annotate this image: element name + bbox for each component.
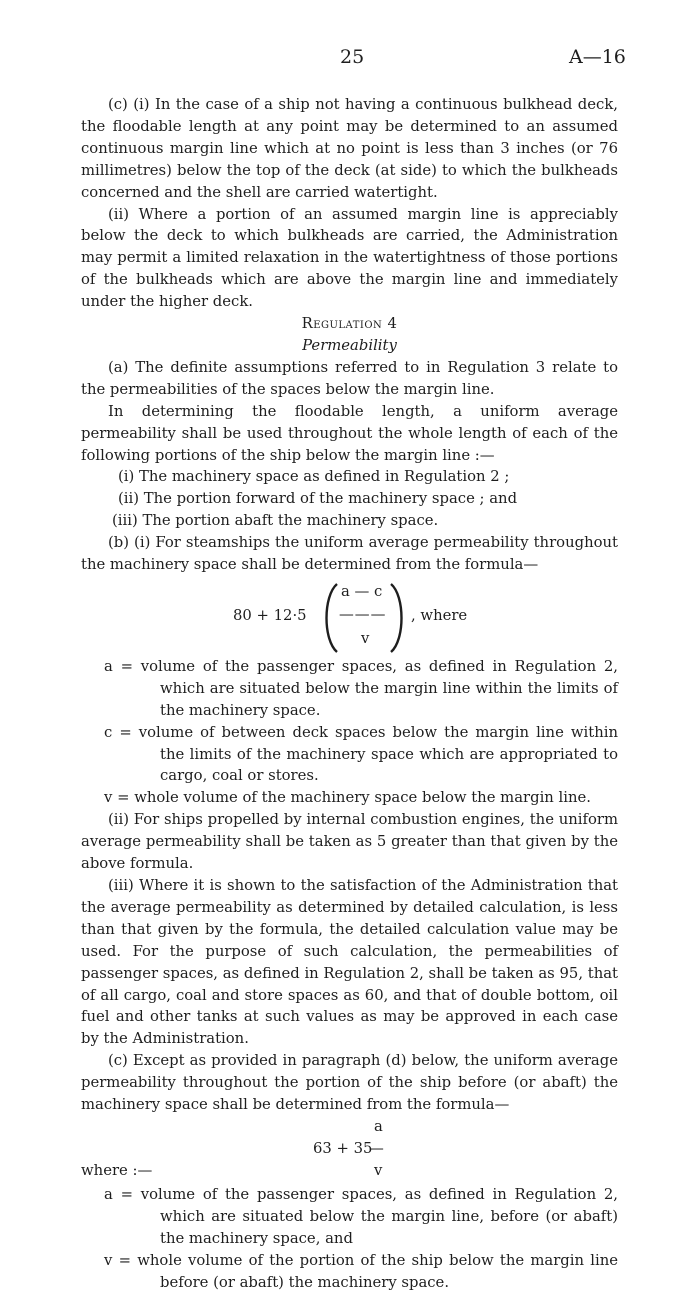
formula-fraction-bar: ———: [339, 605, 387, 623]
page-reference: A—16: [569, 46, 626, 68]
paragraph-a-continued: In determining the floodable length, a uniform average permeability shall be used throughout the whole length of each of the following portions of the ship below the margin line :—: [81, 402, 618, 464]
formula-lead: 63 + 35: [313, 1139, 373, 1157]
list-item: (i) The machinery space as defined in Regulation 2 ;: [118, 468, 510, 486]
definition-item: [81, 722, 618, 788]
definition-item: [81, 656, 618, 722]
definition-text: whole volume of the machinery space below the margin line.: [134, 789, 591, 807]
formula-tail: , where: [411, 606, 468, 624]
definition-term: c =: [104, 723, 132, 741]
definition-text: whole volume of the portion of the ship below the margin line before (or abaft) the machinery space.: [137, 1251, 618, 1291]
permeability-formula-machinery: [81, 576, 618, 656]
paragraph-b-ii: (ii) For ships propelled by internal combustion engines, the uniform average permeability shall be taken as 5 greater than that given by the above formula.: [81, 811, 618, 873]
document-body: [81, 94, 618, 1294]
where-label: where :—: [81, 1161, 153, 1179]
definition-term: v =: [104, 1251, 131, 1269]
formula-numerator: a — c: [341, 582, 383, 600]
formula-lead: 80 + 12·5: [233, 606, 307, 624]
paragraph-a: (a) The definite assumptions referred to in Regulation 3 relate to the permeabilities of the spaces below the margin line.: [81, 358, 618, 398]
regulation-heading: Regulation 4: [301, 315, 398, 333]
paragraph-c-ii: (ii) Where a portion of an assumed margin line is appreciably below the deck to which bulkheads are carried, the Administration may permit a limited relaxation in the watertightness of those portions of the bulkheads which are above the margin line and immediately under the higher deck.: [81, 205, 618, 311]
definition-text: volume of between deck spaces below the margin line within the limits of the machinery space which are appropriated to cargo, coal or stores.: [138, 723, 619, 785]
list-item: (iii) The portion abaft the machinery space.: [112, 512, 439, 530]
right-paren-icon: [389, 582, 409, 654]
formula-fraction-bar: —: [369, 1139, 384, 1157]
definition-term: a =: [104, 1185, 133, 1203]
paragraph-c-i: (c) (i) In the case of a ship not having a continuous bulkhead deck, the floodable length at any point may be determined to an assumed continuous margin line which at no point is less than 3 inches (or 76 millimetres) below the top of the deck (at side) to which the bulkheads concerned and the shell are carried watertight.: [81, 96, 618, 201]
definition-item: [81, 1250, 618, 1294]
page-number: 25: [340, 46, 365, 68]
left-paren-icon: [319, 582, 339, 654]
paragraph-c2: (c) Except as provided in paragraph (d) below, the uniform average permeability throughout the portion of the ship before (or abaft) the machinery space shall be determined from the formula—: [81, 1052, 618, 1114]
regulation-subheading: Permeability: [302, 336, 397, 354]
definition-item: [81, 787, 618, 809]
list-item: (ii) The portion forward of the machinery space ; and: [118, 490, 518, 508]
permeability-formula-portion: [81, 1116, 618, 1184]
definition-text: volume of the passenger spaces, as defined in Regulation 2, which are situated below the margin line, before (or abaft) the machinery space, and: [140, 1185, 618, 1247]
formula-denominator: v: [374, 1161, 383, 1179]
definition-term: v =: [104, 789, 130, 807]
formula-denominator: v: [361, 629, 370, 647]
formula-numerator: a: [374, 1117, 383, 1135]
paragraph-b-i: (b) (i) For steamships the uniform average permeability throughout the machinery space shall be determined from the formula—: [81, 534, 618, 574]
definition-term: a =: [104, 657, 133, 675]
paragraph-b-iii: (iii) Where it is shown to the satisfaction of the Administration that the average permeability as determined by detailed calculation, is less than that given by the formula, the detailed calculation value may be used. For the purpose of such calculation, the permeabilities of passenger spaces, as defined in Regulation 2, shall be taken as 95, that of all cargo, coal and store spaces as 60, and that of double bottom, oil fuel and other tanks at such values as may be approved in each case by the Administration.: [81, 877, 618, 1048]
definition-text: volume of the passenger spaces, as defined in Regulation 2, which are situated below the margin line within the limits of the machinery space.: [140, 657, 618, 719]
definition-item: [81, 1184, 618, 1250]
